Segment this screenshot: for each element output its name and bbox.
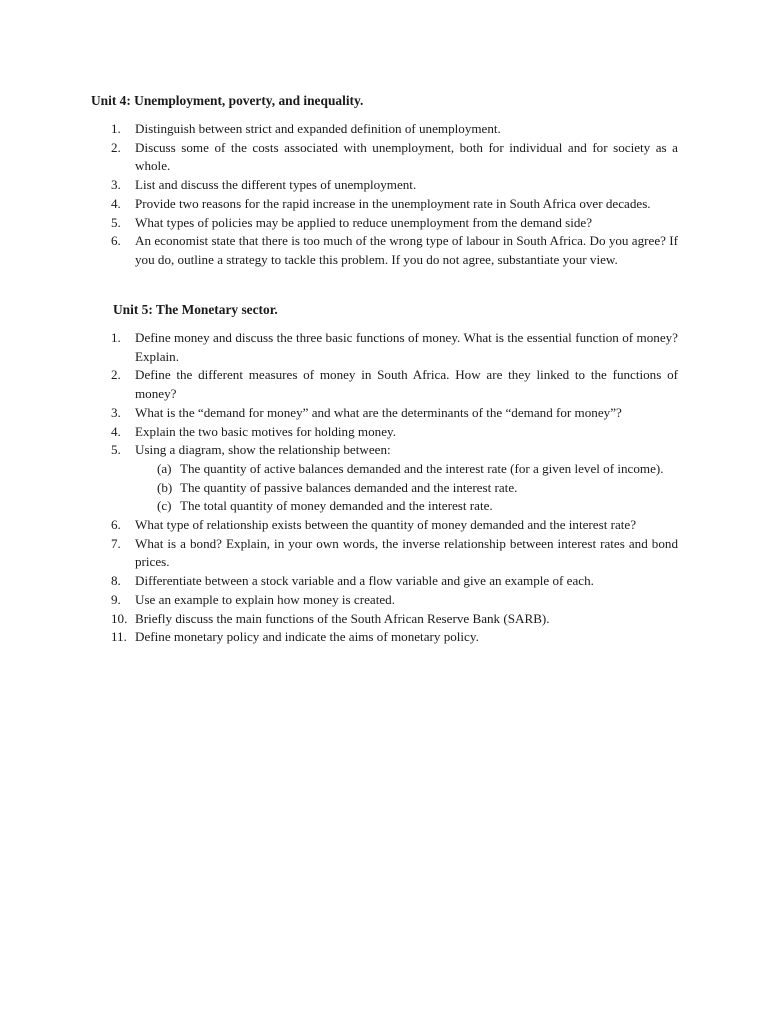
unit5-question-4 xyxy=(0,423,678,442)
unit4-question-6 xyxy=(0,232,678,269)
subpart-text: The total quantity of money demanded and the interest rate. xyxy=(180,498,493,514)
question-number: 4. xyxy=(111,195,121,211)
question-number: 7. xyxy=(111,535,121,551)
question-number: 2. xyxy=(111,139,121,155)
question-text: Distinguish between strict and expanded definition of unemployment. xyxy=(135,121,501,136)
question-number: 11. xyxy=(111,629,127,645)
unit5-question-3 xyxy=(0,404,678,423)
unit4-question-3 xyxy=(0,176,678,195)
unit5-question-5-subparts xyxy=(135,460,678,516)
unit5-question-list xyxy=(0,329,768,647)
unit4-question-2 xyxy=(0,139,678,176)
subpart-text: The quantity of passive balances demanded and the interest rate. xyxy=(180,479,518,495)
subpart-label: (c) xyxy=(157,498,172,514)
unit5-question-2 xyxy=(0,366,678,403)
question-number: 5. xyxy=(111,214,121,230)
question-number: 2. xyxy=(111,367,121,383)
question-text: Define the different measures of money in South Africa. How are they linked to the functions of money? xyxy=(135,367,678,402)
question-text: Briefly discuss the main functions of the South African Reserve Bank (SARB). xyxy=(135,610,550,626)
unit5-question-7 xyxy=(0,535,678,572)
unit5-question-9 xyxy=(0,591,678,610)
question-text: List and discuss the different types of unemployment. xyxy=(135,177,417,193)
question-text: Provide two reasons for the rapid increase in the unemployment rate in South Africa over decades. xyxy=(135,195,651,211)
question-text: What is the “demand for money” and what are the determinants of the “demand for money”? xyxy=(135,404,622,420)
question-text: What type of relationship exists between the quantity of money demanded and the interest rate? xyxy=(135,517,637,533)
unit4-question-5 xyxy=(0,214,678,233)
unit5-question-10 xyxy=(0,610,678,629)
unit5-question-11 xyxy=(0,628,678,647)
question-text: What is a bond? Explain, in your own words, the inverse relationship between interest rates and bond prices. xyxy=(135,535,678,570)
subpart-c xyxy=(135,497,678,516)
question-number: 10. xyxy=(111,610,128,626)
question-text: Explain the two basic motives for holding money. xyxy=(135,423,396,439)
question-number: 1. xyxy=(111,121,121,136)
question-text: An economist state that there is too much of the wrong type of labour in South Africa. Do you agree? If you do, outline a strategy to tackle this problem. If you do not agree, substantiate your view. xyxy=(135,233,678,267)
question-number: 6. xyxy=(111,233,121,249)
unit5-heading: Unit 5: The Monetary sector. xyxy=(113,302,278,317)
subpart-label: (b) xyxy=(157,479,173,495)
unit4-question-list xyxy=(0,120,768,270)
question-text: Using a diagram, show the relationship between: xyxy=(135,442,391,458)
question-number: 1. xyxy=(111,330,121,345)
question-number: 6. xyxy=(111,517,121,533)
question-number: 9. xyxy=(111,591,121,607)
question-number: 4. xyxy=(111,423,121,439)
question-text: Use an example to explain how money is created. xyxy=(135,591,395,607)
subpart-label: (a) xyxy=(157,460,172,476)
unit5-question-1 xyxy=(0,329,678,366)
question-number: 3. xyxy=(111,404,121,420)
unit4-heading: Unit 4: Unemployment, poverty, and inequality. xyxy=(91,93,364,108)
subpart-a xyxy=(135,460,678,479)
question-text: Differentiate between a stock variable and a flow variable and give an example of each. xyxy=(135,573,594,589)
question-number: 3. xyxy=(111,177,121,193)
unit5-question-5 xyxy=(0,441,678,516)
question-number: 5. xyxy=(111,442,121,458)
subpart-b xyxy=(135,479,678,498)
question-text: Define monetary policy and indicate the aims of monetary policy. xyxy=(135,629,479,645)
unit5-question-6 xyxy=(0,516,678,535)
unit5-question-8 xyxy=(0,572,678,591)
question-number: 8. xyxy=(111,573,121,589)
question-text: Define money and discuss the three basic functions of money. What is the essential function of money? Explain. xyxy=(135,330,678,364)
question-text: What types of policies may be applied to reduce unemployment from the demand side? xyxy=(135,214,593,230)
unit4-question-4 xyxy=(0,195,678,214)
unit4-question-1 xyxy=(0,120,678,139)
question-text: Discuss some of the costs associated with unemployment, both for individual and for society as a whole. xyxy=(135,139,678,174)
subpart-text: The quantity of active balances demanded and the interest rate (for a given level of income). xyxy=(180,460,664,476)
